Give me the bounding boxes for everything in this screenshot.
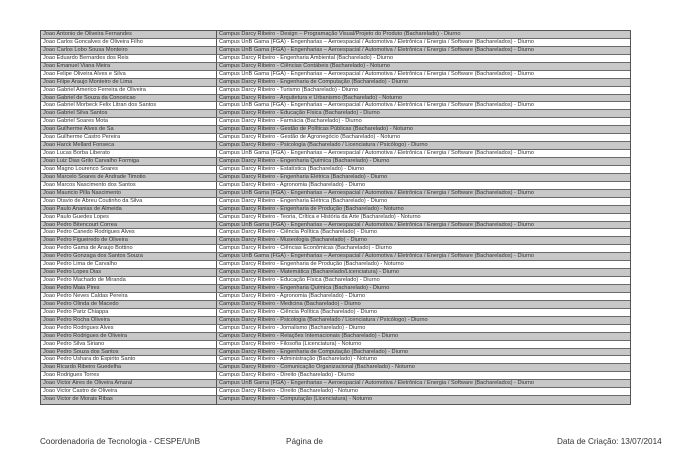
course-cell: Campus Darcy Ribeiro - Farmácia (Bacharelado) - Diurno: [219, 118, 362, 125]
candidate-name-cell: Joao Pedro Figueiredo de Oliveira: [41, 237, 217, 244]
table-row: [41, 301, 630, 309]
course-cell: Campus Darcy Ribeiro - Ciências Contábeis (Bacharelado) - Noturno: [219, 62, 390, 69]
table-row: [41, 380, 630, 388]
course-cell: Campus UnB Gama (FGA) - Engenharias – Aeroespacial / Automotiva / Eletrônica / Energia / Software (Bacharelados) - Diurno: [219, 38, 534, 45]
table-row: [41, 341, 630, 349]
table-row: [41, 388, 630, 396]
candidate-name-cell: Joao Luiz Dias Grilo Carvalho Formiga: [41, 158, 217, 165]
course-cell: Campus Darcy Ribeiro - Engenharia de Produção (Bacharelado) - Noturno: [219, 205, 404, 212]
candidate-name-cell: Joao Pedro Bitencourt Correa: [41, 222, 217, 229]
table-row: [41, 237, 630, 245]
course-cell: Campus Darcy Ribeiro - Gestão de Políticas Públicas (Bacharelado) - Noturno: [219, 126, 414, 133]
table-row: [41, 95, 630, 103]
course-cell: Campus Darcy Ribeiro - Relações Internacionais (Bacharelado) - Diurno: [219, 332, 399, 339]
course-cell: Campus Darcy Ribeiro - Museologia (Bacharelado) - Diurno: [219, 237, 367, 244]
course-cell: Campus UnB Gama (FGA) - Engenharias – Aeroespacial / Automotiva / Eletrônica / Energia / Software (Bacharelados) - Diurno: [219, 253, 534, 260]
table-row: [41, 166, 630, 174]
footer-page-number: Página de: [286, 437, 323, 446]
table-row: [41, 47, 630, 55]
candidate-name-cell: Joao Emanuel Viana Meira: [41, 63, 217, 70]
candidate-name-cell: Joao Felipe Oliveira Alves e Silva: [41, 71, 217, 78]
table-row: [41, 134, 630, 142]
table-row: [41, 174, 630, 182]
candidate-name-cell: Joao Gabriel de Souza da Conceicao: [41, 95, 217, 102]
course-cell: Campus UnB Gama (FGA) - Engenharias – Aeroespacial / Automotiva / Eletrônica / Energia / Software (Bacharelados) - Diurno: [219, 70, 534, 77]
table-row: [41, 214, 630, 222]
candidate-name-cell: Joao Magno Lourenco Soares: [41, 166, 217, 173]
table-row: [41, 277, 630, 285]
course-cell: Campus Darcy Ribeiro - Educação Física (Bacharelado) - Diurno: [219, 110, 380, 117]
table-row: [41, 364, 630, 372]
table-row: [41, 71, 630, 79]
table-row: [41, 190, 630, 198]
table-row: [41, 333, 630, 341]
course-cell: Campus Darcy Ribeiro - Design – Programação Visual/Projeto do Produto (Bacharelado) - Diurno: [219, 31, 461, 37]
table-row: [41, 31, 630, 39]
table-row: [41, 206, 630, 214]
table-row: [41, 182, 630, 190]
table-row: [41, 79, 630, 87]
table-row: [41, 142, 630, 150]
table-row: [41, 158, 630, 166]
footer-creation-date: Data de Criação: 13/07/2014: [557, 437, 662, 446]
candidate-name-cell: Joao Antonio de Oliveira Fernandes: [41, 31, 217, 38]
course-cell: Campus Darcy Ribeiro - Ciência Política (Bacharelado) - Diurno: [219, 308, 377, 315]
candidate-name-cell: Joao Pedro Lopes Dias: [41, 269, 217, 276]
table-row: [41, 325, 630, 333]
course-cell: Campus Darcy Ribeiro - Engenharia de Computação (Bacharelado) - Diurno: [219, 348, 409, 355]
table-row: [41, 269, 630, 277]
table-row: [41, 222, 630, 230]
course-cell: Campus UnB Gama (FGA) - Engenharias – Aeroespacial / Automotiva / Eletrônica / Energia / Software (Bacharelados) - Diurno: [219, 46, 534, 53]
candidate-name-cell: Joao Guilherme Alves de Sa: [41, 126, 217, 133]
course-cell: Campus Darcy Ribeiro - Filosofia (Licenciatura) - Noturno: [219, 340, 362, 347]
course-cell: Campus UnB Gama (FGA) - Engenharias – Aeroespacial / Automotiva / Eletrônica / Energia / Software (Bacharelados) - Diurno: [219, 150, 534, 157]
candidate-name-cell: Joao Pedro Olinda de Macedo: [41, 301, 217, 308]
course-cell: Campus Darcy Ribeiro - Engenharia Química (Bacharelado) - Diurno: [219, 158, 390, 164]
candidate-name-cell: Joao Guilherme Castro Pereira: [41, 134, 217, 141]
candidate-name-cell: Joao Pedro Pariz Chiappa: [41, 309, 217, 316]
table-row: [41, 39, 630, 47]
candidate-name-cell: Joao Otavio de Abreu Coutinho da Silva: [41, 198, 217, 205]
candidate-name-cell: Joao Pedro Gama de Araujo Bottino: [41, 245, 217, 252]
table-row: [41, 110, 630, 118]
candidate-name-cell: Joao Marcos Nascimento dos Santos: [41, 182, 217, 189]
table-row: [41, 229, 630, 237]
candidate-name-cell: Joao Lucas Borba Liberato: [41, 150, 217, 157]
course-cell: Campus Darcy Ribeiro - Engenharia de Produção (Bacharelado) - Noturno: [219, 261, 404, 268]
candidate-name-cell: Joao Harck Mellard Fonseca: [41, 142, 217, 149]
candidate-name-cell: Joao Pedro Ushara do Espirito Santo: [41, 356, 217, 363]
table-row: [41, 55, 630, 63]
course-cell: Campus Darcy Ribeiro - Jornalismo (Bacharelado) - Diurno: [219, 324, 366, 331]
course-cell: Campus Darcy Ribeiro - Ciências Econômicas (Bacharelado) - Diurno: [219, 245, 392, 252]
candidate-name-cell: Joao Gabriel Morbeck Felix Litran dos Santos: [41, 102, 217, 109]
candidate-name-cell: Joao Pedro Gonzaga dos Santos Souza: [41, 253, 217, 260]
table-row: [41, 396, 630, 404]
table-row: [41, 198, 630, 206]
course-cell: Campus Darcy Ribeiro - Engenharia Elétrica (Bacharelado) - Diurno: [219, 173, 388, 180]
candidate-name-cell: Joao Paulo Ananias de Almeida: [41, 206, 217, 213]
candidate-name-cell: Joao Gabriel Silva Santos: [41, 110, 217, 117]
candidate-name-cell: Joao Pedro Rodrigues Alves: [41, 325, 217, 332]
course-cell: Campus Darcy Ribeiro - Engenharia Elétrica (Bacharelado) - Diurno: [219, 197, 388, 204]
candidate-name-cell: Joao Pedro Rocha Oliveira: [41, 317, 217, 324]
candidate-name-cell: Joao Pedro Silva Siriano: [41, 341, 217, 348]
candidate-name-cell: Joao Rodrigues Torres: [41, 372, 217, 379]
table-row: [41, 102, 630, 110]
course-cell: Campus UnB Gama (FGA) - Engenharias – Aeroespacial / Automotiva / Eletrônica / Energia / Software (Bacharelados) - Diurno: [219, 380, 534, 387]
course-cell: Campus Darcy Ribeiro - Direito (Bacharelado) - Diurno: [219, 372, 355, 379]
course-cell: Campus Darcy Ribeiro - Agronomia (Bacharelado) - Diurno: [219, 292, 366, 299]
course-cell: Campus Darcy Ribeiro - Computação (Licenciatura) - Noturno: [219, 396, 373, 403]
candidate-name-cell: Joao Paulo Guedes Lopes: [41, 214, 217, 221]
course-cell: Campus Darcy Ribeiro - Administração (Bacharelado) - Noturno: [219, 356, 377, 363]
course-cell: Campus Darcy Ribeiro - Matemática (Bacharelado/Licenciatura) - Diurno: [219, 269, 400, 276]
table-row: [41, 253, 630, 261]
candidate-name-cell: Joao Pedro Machado de Miranda: [41, 277, 217, 284]
table-row: [41, 285, 630, 293]
candidate-name-cell: Joao Pedro Lima de Carvalho: [41, 261, 217, 268]
table-row: [41, 349, 630, 357]
candidate-name-cell: Joao Filipe Araujo Monteiro de Lima: [41, 79, 217, 86]
table-row: [41, 126, 630, 134]
course-cell: Campus Darcy Ribeiro - Psicologia (Bacharelado / Licenciatura / Psicólogo) - Diurno: [219, 142, 428, 149]
course-cell: Campus Darcy Ribeiro - Engenharia Ambiental (Bacharelado) - Diurno: [219, 54, 394, 61]
table-row: [41, 150, 630, 158]
course-cell: Campus UnB Gama (FGA) - Engenharias – Aeroespacial / Automotiva / Eletrônica / Energia / Software (Bacharelados) - Diurno: [219, 221, 534, 228]
course-cell: Campus Darcy Ribeiro - Engenharia Química (Bacharelado) - Diurno: [219, 285, 390, 291]
course-cell: Campus Darcy Ribeiro - Estatística (Bacharelado) - Diurno: [219, 165, 365, 172]
candidate-name-cell: Joao Victor de Morais Ribas: [41, 396, 217, 404]
table-row: [41, 317, 630, 325]
candidate-name-cell: Joao Eduardo Bernardes dos Reis: [41, 55, 217, 62]
candidate-name-cell: Joao Pedro Maia Pires: [41, 285, 217, 292]
course-cell: Campus Darcy Ribeiro - Engenharia de Computação (Bacharelado) - Diurno: [219, 78, 409, 85]
candidate-name-cell: Joao Mauricio Pilla Nascimento: [41, 190, 217, 197]
candidate-name-cell: Joao Victor Castro de Oliveira: [41, 388, 217, 395]
course-cell: Campus Darcy Ribeiro - Medicina (Bacharelado) - Diurno: [219, 300, 361, 307]
table-row: [41, 118, 630, 126]
course-cell: Campus Darcy Ribeiro - Agronomia (Bacharelado) - Diurno: [219, 181, 366, 188]
course-cell: Campus Darcy Ribeiro - Comunicação Organizacional (Bacharelado) - Noturno: [219, 364, 415, 371]
course-cell: Campus Darcy Ribeiro - Psicologia (Bacharelado / Licenciatura / Psicólogo) - Diurno: [219, 316, 428, 323]
course-cell: Campus Darcy Ribeiro - Teoria, Crítica e História da Arte (Bacharelado) - Noturno: [219, 213, 421, 220]
table-row: [41, 63, 630, 71]
course-cell: Campus UnB Gama (FGA) - Engenharias – Aeroespacial / Automotiva / Eletrônica / Energia / Software (Bacharelados) - Diurno: [219, 189, 534, 196]
candidate-name-cell: Joao Carlos Goncalves de Oliveira Filho: [41, 39, 217, 46]
candidate-name-cell: Joao Victor Aires de Oliveira Amaral: [41, 380, 217, 387]
candidate-name-cell: Joao Pedro Rodrigues de Oliveira: [41, 333, 217, 340]
results-table: [40, 30, 631, 405]
table-row: [41, 87, 630, 95]
candidate-name-cell: Joao Gabriel Soares Mota: [41, 118, 217, 125]
course-cell: Campus UnB Gama (FGA) - Engenharias – Aeroespacial / Automotiva / Eletrônica / Energia / Software (Bacharelados) - Diurno: [219, 102, 534, 109]
table-row: [41, 261, 630, 269]
candidate-name-cell: Joao Gabriel Americo Ferreira de Oliveira: [41, 87, 217, 94]
table-row: [41, 293, 630, 301]
course-cell: Campus Darcy Ribeiro - Ciência Política (Bacharelado) - Diurno: [219, 229, 377, 236]
course-cell: Campus Darcy Ribeiro - Educação Física (Bacharelado) - Diurno: [219, 277, 380, 284]
course-cell: Campus Darcy Ribeiro - Arquitetura e Urbanismo (Bacharelado) - Noturno: [219, 94, 403, 101]
footer-organization: Coordenadoria de Tecnologia - CESPE/UnB: [40, 437, 201, 446]
table-row: [41, 372, 630, 380]
candidate-name-cell: Joao Marcelo Soares de Andrade Timotio: [41, 174, 217, 181]
table-row: [41, 309, 630, 317]
course-cell: Campus Darcy Ribeiro - Direito (Bacharelado) - Noturno: [219, 388, 358, 395]
candidate-name-cell: Joao Pedro Souza dos Santos: [41, 349, 217, 356]
candidate-name-cell: Joao Pedro Neves Caldas Pereira: [41, 293, 217, 300]
candidate-name-cell: Joao Carlos Lobo Sousa Monteiro: [41, 47, 217, 54]
table-row: [41, 356, 630, 364]
table-row: [41, 245, 630, 253]
course-cell: Campus Darcy Ribeiro - Gestão de Agronegócio (Bacharelado) - Noturno: [219, 134, 401, 141]
course-cell: Campus Darcy Ribeiro - Turismo (Bacharelado) - Diurno: [219, 86, 359, 93]
candidate-name-cell: Joao Ricardo Ribeiro Guedelha: [41, 364, 217, 371]
candidate-name-cell: Joao Pedro Canedo Rodrigues Alves: [41, 229, 217, 236]
